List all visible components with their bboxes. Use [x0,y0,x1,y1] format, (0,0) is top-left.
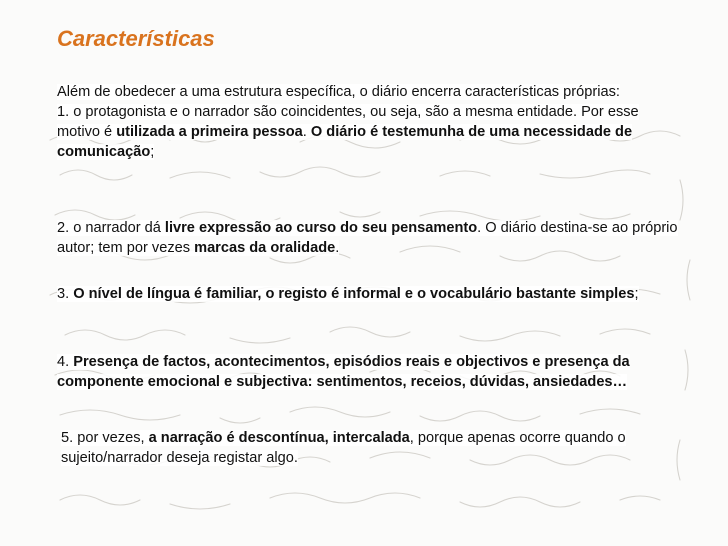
intro-text: Além de obedecer a uma estrutura específica, o diário encerra características próprias: [57,84,620,100]
intro-and-item-1 [57,82,667,162]
handwritten-background [40,120,710,540]
item-3 [57,284,657,304]
item-2-mid: . O diário destina-se ao próprio autor; tem por vezes [57,220,678,256]
item-4-bold-facts-and-emotions: Presença de factos, acontecimentos, episódios reais e objectivos e presença da componente emocional e subjectiva: sentimentos, receios, dúvidas, ansiedades… [57,354,630,390]
item-4-prefix: 4. [57,354,74,370]
item-5-prefix: 5. por vezes, [61,430,149,446]
item-3-bold-language-level: O nível de língua é familiar, o registo é informal e o vocabulário bastante simples [73,286,635,302]
item-2-prefix: 2. o narrador dá [57,220,165,236]
item-2 [57,218,687,258]
item-2-bold-orality: marcas da oralidade [194,240,336,256]
item-1-bold-communication: O diário é testemunha de uma necessidade de comunicação [57,124,633,160]
item-1-mid: . [302,124,311,140]
item-2-bold-free-expression: livre expressão ao curso do seu pensamento [164,220,478,236]
item-1-bold-first-person: utilizada a primeira pessoa [116,124,303,140]
item-1-suffix: ; [150,144,155,160]
handwriting-texture [40,120,710,540]
item-5-suffix: , porque apenas ocorre quando o sujeito/narrador deseja registar algo. [61,430,626,466]
item-5-bold-discontinuous: a narração é descontínua, intercalada [148,430,410,446]
item-5 [61,428,711,468]
item-3-suffix: ; [634,286,639,302]
item-1-prefix: 1. o protagonista e o narrador são coincidentes, ou seja, são a mesma entidade. Por esse motivo é [57,104,639,140]
item-3-prefix: 3. [57,286,74,302]
item-4 [57,352,697,392]
slide-title: Características [57,26,215,51]
item-2-suffix: . [335,240,340,256]
